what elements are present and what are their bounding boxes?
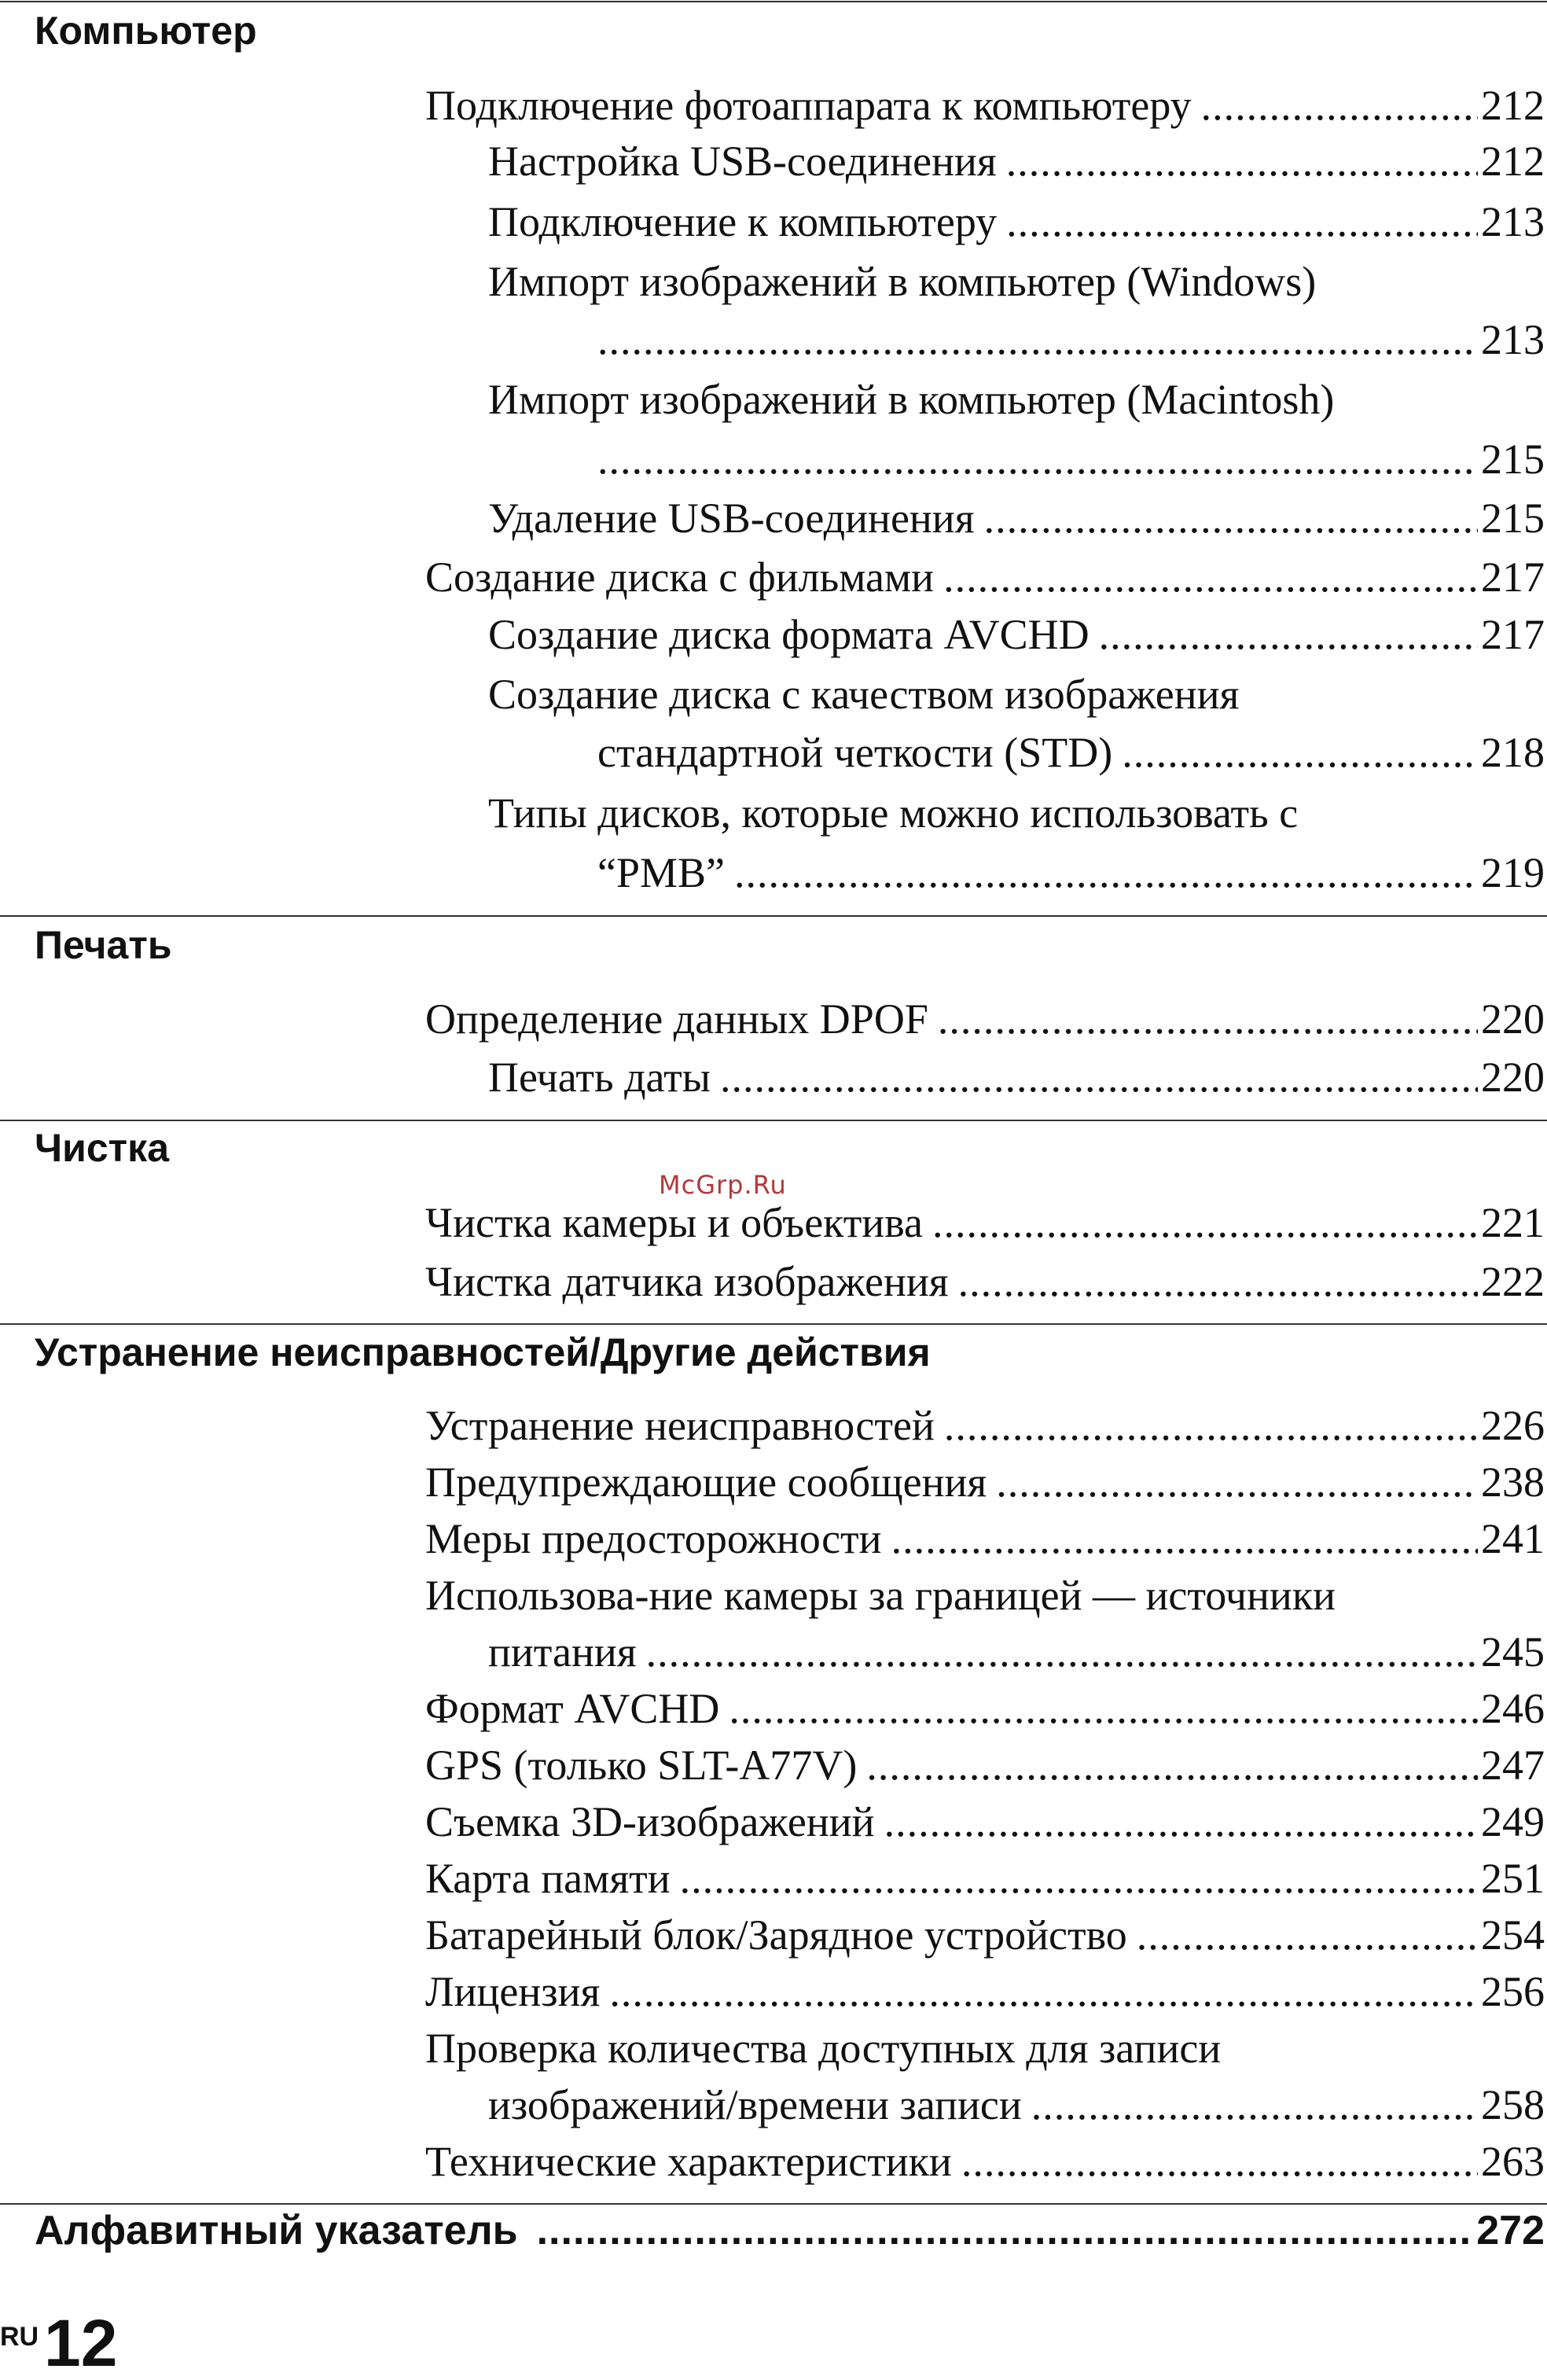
toc-entry-text: Чистка датчика изображения (425, 1258, 949, 1305)
toc-entry[interactable] (425, 1910, 1545, 1960)
toc-entry-text: Чистка камеры и объектива (425, 1199, 923, 1246)
language-code: RU (0, 2322, 39, 2352)
toc-entry-index[interactable] (35, 2206, 1545, 2255)
section-rule (0, 2203, 1547, 2205)
section-title-computer: Компьютер (35, 9, 257, 53)
toc-entry[interactable] (597, 434, 1545, 484)
toc-entry-text: Настройка USB-соединения (488, 138, 997, 185)
leader-dots (720, 1052, 1478, 1102)
toc-entry[interactable] (488, 493, 1545, 543)
watermark: McGrp.Ru (659, 1170, 787, 1200)
toc-entry-text: Подключение к компьютеру (488, 198, 998, 245)
toc-entry-page: 247 (1481, 1742, 1545, 1789)
toc-entry-text: Меры предосторожности (425, 1515, 882, 1562)
toc-entry-page: 226 (1481, 1402, 1545, 1449)
index-title: Алфавитный указатель (35, 2208, 518, 2253)
leader-dots (961, 2136, 1478, 2187)
leader-dots (932, 1197, 1478, 1248)
leader-dots (537, 2206, 1472, 2255)
toc-entry-page: 213 (1481, 316, 1545, 363)
toc-entry[interactable] (425, 1683, 1545, 1734)
toc-entry-text: Определение данных DPOF (425, 995, 928, 1043)
toc-entry-page: 249 (1481, 1798, 1545, 1845)
toc-entry-text: Формат AVCHD (425, 1685, 720, 1732)
toc-entry-text: изображений/времени записи (488, 2081, 1022, 2128)
toc-entry[interactable] (488, 2080, 1545, 2130)
toc-entry[interactable] (425, 552, 1545, 602)
toc-entry-page: 222 (1481, 1258, 1545, 1305)
leader-dots (943, 552, 1478, 602)
toc-entry-text: Карта памяти (425, 1855, 671, 1902)
leader-dots (1122, 727, 1478, 778)
toc-entry-text: Лицензия (425, 1968, 601, 2015)
leader-dots (597, 434, 1478, 484)
toc-entry-page: 212 (1481, 138, 1545, 185)
page-number: 12 (44, 2306, 118, 2380)
toc-entry[interactable] (488, 197, 1545, 247)
toc-entry-page: 258 (1481, 2081, 1545, 2128)
toc-entry-page: 263 (1481, 2138, 1545, 2185)
toc-entry-text: Батарейный блок/Зарядное устройство (425, 1911, 1127, 1959)
toc-entry-text: GPS (только SLT-A77V) (425, 1742, 858, 1789)
section-rule (0, 1323, 1547, 1325)
leader-dots (891, 1514, 1478, 1564)
toc-entry-text: Импорт изображений в компьютер (Windows) (488, 258, 1317, 305)
toc-entry[interactable] (488, 1627, 1545, 1677)
toc-entry-page: 213 (1481, 198, 1545, 245)
toc-entry[interactable] (597, 315, 1545, 365)
toc-entry-page: 212 (1481, 82, 1545, 129)
toc-entry-text: Импорт изображений в компьютер (Macintosh) (488, 376, 1335, 423)
leader-dots (609, 1966, 1478, 2017)
toc-entry-text: Подключение фотоаппарата к компьютеру (425, 82, 1192, 129)
toc-entry[interactable] (597, 848, 1545, 898)
toc-entry-text: Предупреждающие сообщения (425, 1459, 987, 1506)
toc-entry-page: 246 (1481, 1685, 1545, 1732)
toc-entry-page: 251 (1481, 1855, 1545, 1902)
leader-dots (958, 1256, 1478, 1307)
leader-dots (996, 1457, 1478, 1507)
toc-entry-page: 245 (1481, 1628, 1545, 1676)
section-rule (0, 1120, 1547, 1121)
leader-dots (646, 1627, 1478, 1677)
toc-entry[interactable] (425, 1966, 1545, 2017)
toc-entry-page: 219 (1481, 849, 1545, 896)
toc-entry[interactable] (425, 1197, 1545, 1248)
leader-dots (597, 315, 1478, 365)
toc-entry-page: 220 (1481, 995, 1545, 1043)
toc-entry[interactable] (425, 1400, 1545, 1451)
toc-entry[interactable] (425, 80, 1545, 131)
toc-entry-text: Использова-ние камеры за границей — источники (425, 1572, 1336, 1619)
section-rule (0, 915, 1547, 917)
toc-entry-page: 215 (1481, 436, 1545, 483)
toc-entry-text: Проверка количества доступных для записи (425, 2025, 1222, 2072)
toc-entry-text: Удаление USB-соединения (488, 495, 975, 542)
section-title-print: Печать (35, 923, 172, 967)
leader-dots (1137, 1910, 1478, 1960)
leader-dots (1006, 136, 1478, 186)
toc-entry[interactable] (425, 2136, 1545, 2187)
toc-entry[interactable] (488, 136, 1545, 186)
toc-entry-text: Создание диска формата AVCHD (488, 611, 1090, 658)
toc-entry-text: Создание диска с качеством изображения (488, 671, 1240, 718)
toc-entry-text: Съемка 3D-изображений (425, 1798, 875, 1845)
leader-dots (866, 1740, 1478, 1790)
toc-entry-text: Технические характеристики (425, 2138, 952, 2185)
toc-entry[interactable] (597, 727, 1545, 778)
toc-entry-page: 254 (1481, 1911, 1545, 1959)
section-title-troubleshooting: Устранение неисправностей/Другие действия (35, 1330, 931, 1374)
toc-entry[interactable] (425, 1256, 1545, 1307)
leader-dots (944, 1400, 1478, 1451)
section-rule (0, 1, 1547, 2)
toc-entry-text: Создание диска с фильмами (425, 554, 935, 601)
toc-entry[interactable] (425, 1457, 1545, 1507)
toc-entry-text: Устранение неисправностей (425, 1402, 935, 1449)
toc-entry[interactable] (425, 1740, 1545, 1790)
toc-entry-page: 218 (1481, 729, 1545, 776)
leader-dots (1006, 197, 1478, 247)
toc-entry-page: 221 (1481, 1199, 1545, 1246)
toc-entry-text: “PMB” (597, 849, 725, 896)
toc-entry[interactable] (425, 1853, 1545, 1904)
section-title-cleaning: Чистка (35, 1126, 169, 1170)
leader-dots (884, 1797, 1478, 1847)
leader-dots (984, 493, 1478, 543)
toc-entry-page: 241 (1481, 1515, 1545, 1562)
toc-entry-page: 215 (1481, 495, 1545, 542)
toc-entry[interactable] (425, 994, 1545, 1044)
leader-dots (1031, 2080, 1478, 2130)
toc-entry-text: стандартной четкости (STD) (597, 729, 1113, 776)
leader-dots (680, 1853, 1478, 1904)
toc-entry-page: 238 (1481, 1459, 1545, 1506)
toc-entry[interactable] (488, 609, 1545, 660)
leader-dots (729, 1683, 1478, 1734)
toc-entry-page: 217 (1481, 554, 1545, 601)
toc-entry-page: 220 (1481, 1054, 1545, 1101)
toc-entry-text: питания (488, 1628, 637, 1676)
leader-dots (734, 848, 1478, 898)
toc-entry-text: Типы дисков, которые можно использовать с (488, 789, 1299, 837)
toc-entry[interactable] (425, 1797, 1545, 1847)
toc-entry[interactable] (488, 1052, 1545, 1102)
leader-dots (1201, 80, 1478, 131)
toc-entry-page: 256 (1481, 1968, 1545, 2015)
index-page: 272 (1476, 2208, 1545, 2253)
toc-entry[interactable] (425, 1514, 1545, 1564)
toc-entry-text: Печать даты (488, 1054, 711, 1101)
toc-entry-page: 217 (1481, 611, 1545, 658)
leader-dots (938, 994, 1478, 1044)
leader-dots (1099, 609, 1478, 660)
